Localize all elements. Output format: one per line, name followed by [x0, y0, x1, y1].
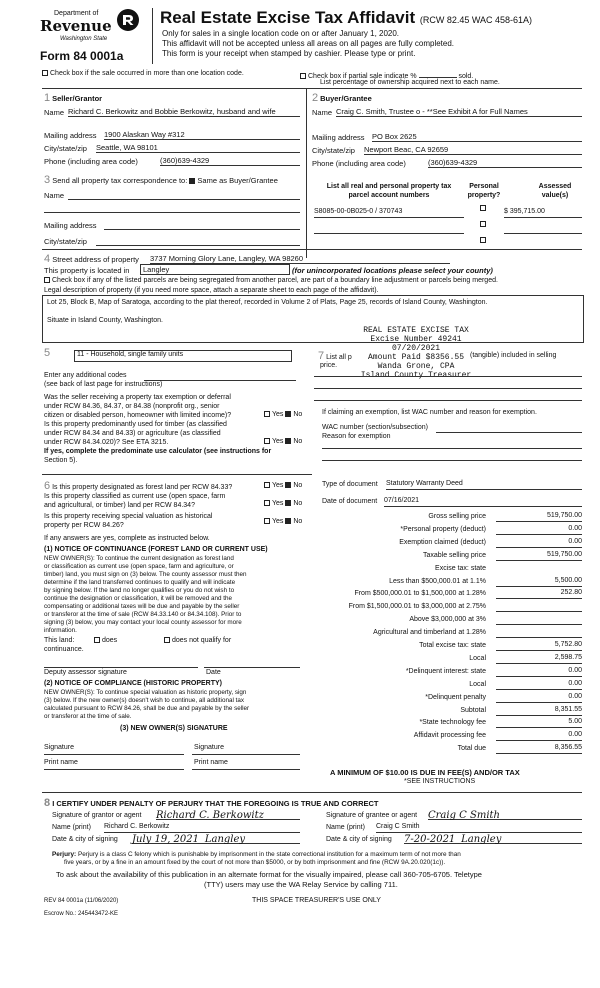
additional-codes-note: (see back of last page for instructions)	[44, 381, 163, 388]
calc-label: Total excise tax: state	[419, 642, 486, 649]
calc-label: Taxable selling price	[422, 551, 486, 559]
personal-checkbox-1[interactable]	[480, 205, 486, 211]
calc-value[interactable]: 8,351.55	[496, 706, 582, 716]
header-line-2: This affidavit will not be accepted unless all areas on all pages are fully completed.	[162, 39, 455, 48]
deputy-date-line	[204, 667, 300, 668]
grantor-name-label: Name (print)	[52, 824, 91, 831]
continuance-text-line: NEW OWNER(S): To continue the current designation as forest land	[44, 555, 234, 562]
q-exemption: Was the seller receiving a property tax exemption or deferral under RCW 84.36, 84.37, or 84.38 (nonprofit org., senior citizen or disabled person, homeowner with limited income)?	[44, 394, 232, 419]
parcel-number-field[interactable]: S8085-00-0B025-0 / 370743	[314, 208, 464, 218]
multi-location-label: Check box if the sale occurred in more than one location code.	[50, 70, 244, 77]
calc-row	[310, 718, 582, 729]
calc-value[interactable]	[496, 602, 582, 612]
calc-label: Exemption claimed (deduct)	[399, 538, 486, 546]
calc-value[interactable]: 0.00	[496, 680, 582, 690]
calc-value[interactable]: 2,598.75	[496, 654, 582, 664]
dept-top: Department of	[54, 10, 99, 17]
calc-row	[310, 589, 582, 600]
owner-sig-label-1: Signature	[44, 744, 74, 751]
seller-city-label: City/state/zip	[44, 144, 87, 153]
buyer-mail-field[interactable]: PO Box 2625	[372, 132, 582, 142]
revision: REV 84 0001a (11/06/2020)	[44, 898, 119, 904]
section-divider-4	[42, 249, 582, 250]
buyer-phone-label: Phone (including area code)	[312, 159, 406, 168]
forest-question: 6 Is this property designated as forest land per RCW 84.33?	[44, 480, 233, 492]
legal-line-1: Lot 25, Block B, Map of Saratoga, according to the plat thereof, recorded in Volume 2 of Plats, Page 25, records of Island County, Washington.	[47, 299, 488, 306]
continuance-text-line: compensating or additional taxes will be due and payable by the seller	[44, 603, 240, 610]
grantor-date-label: Date & city of signing	[52, 836, 118, 843]
form-number: Form 84 0001a	[40, 49, 124, 63]
calc-row	[310, 654, 582, 665]
legal-description-box[interactable]	[42, 295, 584, 343]
additional-codes-field[interactable]	[144, 371, 296, 381]
calc-row	[310, 628, 582, 639]
calc-label: Less than $500,000.01 at 1.1%	[389, 577, 486, 585]
perjury-note: Perjury: Perjury is a class C felony which is punishable by imprisonment in the state correctional institution for a maximum term of not more than	[52, 851, 461, 858]
continuance-text-line: information.	[44, 627, 77, 634]
seller-mail-label: Mailing address	[44, 131, 97, 140]
seller-phone-field[interactable]: (360)639-4329	[160, 156, 300, 166]
continuance-label: continuance.	[44, 646, 84, 653]
title-text: Real Estate Excise Tax Affidavit	[160, 8, 416, 27]
continuance-text-line: or transferor at the time of sale (RCW 84.33.140 or 84.34.108). Prior to	[44, 611, 242, 618]
seller-name-field[interactable]: Richard C. Berkowitz and Bobbie Berkowitz, husband and wife	[68, 107, 300, 117]
same-as-buyer-checkbox[interactable]	[189, 178, 195, 184]
calc-row	[310, 706, 582, 717]
does-check[interactable]: does	[94, 637, 117, 644]
located-label: This property is located in	[44, 266, 130, 275]
calc-value[interactable]	[496, 564, 582, 573]
perjury-note-2: five years, or by a fine in an amount fixed by the court of not more than $5000, or by both imprisonment and fine (RCW 9A.20.020(1c)).	[64, 859, 446, 866]
section-5-num: 5	[44, 347, 51, 359]
calc-value[interactable]: 0.00	[496, 693, 582, 703]
grantor-sig-label: Signature of grantor or agent	[52, 812, 142, 819]
page-title	[160, 8, 532, 28]
calc-value[interactable]: 519,750.00	[496, 551, 582, 561]
corr-name-field[interactable]	[68, 190, 300, 200]
legal-label: Legal description of property (if you need more space, attach a separate sheet to each page of the affidavit).	[44, 287, 379, 294]
calc-label: *Personal property (deduct)	[400, 525, 486, 533]
section-divider-8	[42, 792, 582, 793]
additional-codes-label: Enter any additional codes	[44, 372, 127, 379]
partial-sale-checkbox[interactable]	[300, 73, 306, 79]
new-owner-sig-head: (3) NEW OWNER(S) SIGNATURE	[120, 725, 228, 732]
buyer-name-label: Name	[312, 108, 333, 117]
tax-correspondence: 3 Send all property tax correspondence to: Same as Buyer/Grantee	[44, 174, 278, 186]
compliance-text-line: or transferor at the time of sale.	[44, 713, 132, 720]
seller-mail-field[interactable]: 1900 Alaskan Way #312	[104, 130, 300, 140]
personal-header: Personal property?	[467, 183, 501, 199]
dept-name: Revenue	[40, 17, 112, 35]
escrow-number: Escrow No.: 245443472-KE	[44, 911, 119, 917]
reason-line-2	[322, 460, 582, 461]
continuance-text-line: determine if the land transferred continues to qualify and will indicate	[44, 579, 236, 586]
compliance-text-line: (3) below. If the new owner(s) doesn't wish to continue, all additional tax	[44, 697, 245, 704]
forest-yesno[interactable]: Yes No	[264, 482, 302, 489]
section-divider-6	[42, 474, 312, 475]
owner-sig-line-1[interactable]	[44, 754, 184, 755]
buyer-city-label: City/state/zip	[312, 146, 355, 155]
unincorporated-note: (for unincorporated locations please select your county)	[292, 266, 493, 275]
personal-checkbox-3[interactable]	[480, 237, 486, 243]
accessibility-note: To ask about the availability of this publication in an alternate format for the visually impaired, please call 360-705-6705. Teletype	[56, 870, 482, 879]
historic-yesno[interactable]: Yes No	[264, 518, 302, 525]
calc-row	[310, 564, 582, 575]
q-timber: Is this property predominantly used for timber (as classified under RCW 84.34 and 84.33) or agriculture (as classified under RCW 84.34.020)? See ETA 3215. If yes, complete the predominate use calculator (see instructions for Section 5).	[44, 421, 272, 464]
grantor-sig-field[interactable]	[156, 810, 300, 820]
calc-label: Local	[469, 654, 486, 662]
calc-row	[310, 744, 582, 755]
calc-value[interactable]: 252.80	[496, 589, 582, 599]
parcel-number-field-2[interactable]	[314, 224, 464, 234]
s7-line-2	[314, 388, 582, 389]
doc-type-label: Type of document	[322, 481, 378, 488]
seller-city-field[interactable]: Seattle, WA 98101	[96, 143, 300, 153]
section-7-price: price.	[320, 362, 338, 369]
assessed-value-field-2[interactable]	[504, 224, 582, 234]
partial-sold-label: sold.	[458, 73, 474, 80]
grantee-date-field[interactable]: 7-20-2021 Langley	[404, 834, 582, 844]
seller-phone-label: Phone (including area code)	[44, 157, 138, 166]
notice-continuance-head: (1) NOTICE OF CONTINUANCE (FOREST LAND OR CURRENT USE)	[44, 546, 268, 553]
calc-row	[310, 538, 582, 549]
calc-row	[310, 667, 582, 678]
revenue-emblem-icon	[116, 8, 140, 32]
current-use-question: Is this property classified as current use (open space, farm and agricultural, or timber) land per RCW 84.34?	[44, 493, 226, 509]
owner-print-label-2: Print name	[194, 759, 228, 766]
calc-value[interactable]: 5,500.00	[496, 577, 582, 587]
grantor-name-field[interactable]: Richard C. Berkowitz	[104, 823, 300, 833]
doc-date-label: Date of document	[322, 498, 378, 505]
deputy-line	[44, 667, 198, 668]
excise-stamp: REAL ESTATE EXCISE TAX Excise Number 49241 07/20/2021 Amount Paid $8356.55 Wanda Grone, CPA Island County Treasurer	[360, 326, 472, 380]
calc-value[interactable]: 5,752.80	[496, 641, 582, 651]
calc-row	[310, 641, 582, 652]
grantor-date-field[interactable]: July 19, 2021 Langley	[132, 834, 300, 844]
calc-row	[310, 680, 582, 691]
deputy-label: Deputy assessor signature	[44, 669, 127, 676]
calc-value[interactable]: 0.00	[496, 538, 582, 548]
buyer-heading: 2 Buyer/Grantee	[312, 92, 372, 104]
calc-value[interactable]: 0.00	[496, 525, 582, 535]
corr-name-label: Name	[44, 191, 65, 200]
reason-line-1	[322, 448, 582, 449]
calc-label: Total due	[457, 745, 486, 753]
q-exemption-yesno[interactable]: Yes No	[264, 411, 302, 418]
compliance-text-line: calculated pursuant to RCW 84.26, shall be due and payable by the seller	[44, 705, 250, 712]
column-divider	[306, 88, 307, 258]
calc-label: Affidavit processing fee	[413, 732, 486, 740]
treasurer-note: THIS SPACE TREASURER'S USE ONLY	[252, 897, 381, 904]
multi-location-check[interactable]	[42, 70, 244, 77]
calc-label: *State technology fee	[419, 719, 486, 727]
wac-label: WAC number (section/subsection)	[322, 424, 428, 431]
reason-label: Reason for exemption	[322, 433, 391, 440]
notice-compliance-head: (2) NOTICE OF COMPLIANCE (HISTORIC PROPERTY)	[44, 680, 222, 687]
continuance-text-line: timber) land, you must sign on (3) below. The county assessor must then	[44, 571, 247, 578]
see-instructions: *SEE INSTRUCTIONS	[404, 778, 476, 785]
grantee-signature: Craig C Smith	[428, 810, 500, 821]
calc-value[interactable]: 5.00	[496, 718, 582, 728]
section-7-list-b: (tangible) included in selling	[470, 352, 557, 359]
personal-checkbox-2[interactable]	[480, 221, 486, 227]
location-select[interactable]: Langley	[140, 264, 290, 275]
owner-print-label-1: Print name	[44, 759, 78, 766]
deputy-date-label: Date	[206, 669, 221, 676]
continuance-text-line: continue the designation or classification, it will be removed and the	[44, 595, 232, 602]
buyer-phone-field[interactable]: (360)639-4329	[428, 158, 582, 168]
calc-value[interactable]: 519,750.00	[496, 512, 582, 522]
q-timber-yesno[interactable]: Yes No	[264, 438, 302, 445]
legal-line-2: Situate in Island County, Washington.	[47, 317, 163, 324]
corr-extra-line[interactable]	[44, 203, 300, 213]
calc-label: Above $3,000,000 at 3%	[409, 616, 486, 624]
revenue-logo	[38, 10, 138, 50]
section-divider	[42, 88, 582, 89]
header-divider	[152, 8, 153, 64]
corr-city-label: City/state/zip	[44, 237, 87, 246]
calc-row	[310, 731, 582, 742]
owner-print-line-2[interactable]	[192, 769, 300, 770]
calc-value[interactable]	[496, 615, 582, 625]
calc-value[interactable]: 0.00	[496, 667, 582, 677]
assessed-header: Assessed value(s)	[538, 183, 572, 199]
s7-line-3	[314, 400, 582, 401]
calc-row	[310, 577, 582, 588]
corr-mail-label: Mailing address	[44, 221, 97, 230]
street-field[interactable]: 3737 Morning Glory Lane, Langley, WA 98260	[150, 254, 450, 264]
calc-label: Gross selling price	[428, 513, 486, 520]
corr-city-field[interactable]	[96, 236, 300, 246]
continuance-text-line: or classification as current use (open space, farm and agriculture, or	[44, 563, 234, 570]
certify-heading: 8 I CERTIFY UNDER PENALTY OF PERJURY THAT THE FOREGOING IS TRUE AND CORRECT	[44, 797, 379, 809]
use-code-select[interactable]: 11 - Household, single family units	[74, 350, 292, 362]
calc-value[interactable]: 0.00	[496, 731, 582, 741]
multi-location-checkbox[interactable]	[42, 70, 48, 76]
this-land: This land:	[44, 637, 75, 644]
owner-print-line-1[interactable]	[44, 769, 184, 770]
buyer-mail-label: Mailing address	[312, 133, 365, 142]
grantee-sig-field[interactable]	[428, 810, 582, 820]
wac-field[interactable]	[436, 423, 582, 433]
calc-label: Local	[469, 680, 486, 688]
corr-mail-field[interactable]	[104, 220, 300, 230]
calc-row	[310, 551, 582, 562]
partial-sale-label: Check box if partial sale indicate %	[308, 73, 417, 80]
header-line-1: Only for sales in a single location code on or after January 1, 2020.	[162, 29, 400, 38]
owner-sig-line-2[interactable]	[192, 754, 300, 755]
s7-line-1	[314, 376, 582, 377]
doc-date-field[interactable]: 07/16/2021	[384, 497, 582, 507]
accessibility-note-2: (TTY) users may use the WA Relay Service by calling 711.	[204, 880, 398, 889]
seller-heading: 1 Seller/Grantor	[44, 92, 103, 104]
seller-name-label: Name	[44, 108, 65, 117]
calc-label: Agricultural and timberland at 1.28%	[373, 629, 486, 637]
title-rcw: (RCW 82.45 WAC 458-61A)	[419, 15, 533, 25]
historic-question: Is this property receiving special valuation as historical property per RCW 84.26?	[44, 513, 213, 529]
grantee-date-label: Date & city of signing	[326, 836, 392, 843]
grantor-signature: Richard C. Berkowitz	[156, 810, 264, 821]
calc-row	[310, 525, 582, 536]
section-7-list: 7 List all p	[318, 350, 352, 362]
calc-label: Excise tax: state	[435, 564, 486, 572]
street-label: 4 Street address of property	[44, 253, 139, 265]
buyer-city-field[interactable]: Newport Beac, CA 92659	[364, 145, 582, 155]
assessed-value-field[interactable]: $ 395,715.00	[504, 208, 582, 218]
dept-state: Washington State	[60, 36, 108, 42]
notice-compliance-body	[44, 689, 249, 721]
grantee-sig-label: Signature of grantee or agent	[326, 812, 418, 819]
notice-continuance-body	[44, 555, 247, 635]
current-use-yesno[interactable]: Yes No	[264, 500, 302, 507]
calc-row	[310, 512, 582, 523]
partial-percent-note: List percentage of ownership acquired next to each name.	[320, 79, 500, 86]
calc-label: Subtotal	[460, 706, 486, 714]
if-yes-note: If any answers are yes, complete as instructed below.	[44, 535, 210, 542]
header-line-3: This form is your receipt when stamped by cashier. Please type or print.	[162, 49, 416, 58]
calc-value[interactable]: 8,356.55	[496, 744, 582, 754]
segregated-checkbox[interactable]	[44, 277, 50, 283]
calc-label: From $500,000.01 to $1,500,000 at 1.28%	[354, 590, 486, 598]
calc-row	[310, 615, 582, 626]
calc-value[interactable]	[496, 628, 582, 638]
compliance-text-line: NEW OWNER(S): To continue special valuation as historic property, sign	[44, 689, 247, 696]
owner-sig-label-2: Signature	[194, 744, 224, 751]
calc-row	[310, 693, 582, 704]
segregated-check[interactable]: Check box if any of the listed parcels are being segregated from another parcel, are part of a boundary line adjustment or parcels being merged.	[44, 277, 498, 284]
partial-percent-field[interactable]	[419, 70, 457, 78]
calc-label: From $1,500,000.01 to $3,000,000 at 2.75%	[348, 603, 486, 611]
calc-label: *Delinquent penalty	[425, 693, 486, 701]
minimum-fee-note: A MINIMUM OF $10.00 IS DUE IN FEE(S) AND/OR TAX	[330, 768, 520, 777]
exemption-label: If claiming an exemption, list WAC number and reason for exemption.	[322, 409, 537, 416]
calc-row	[310, 602, 582, 613]
continuance-text-line: signing (3) below, you may contact your local county assessor for more	[44, 619, 242, 626]
does-not-check[interactable]: does not qualify for	[164, 637, 231, 644]
grantee-name-label: Name (print)	[326, 824, 365, 831]
buyer-name-field[interactable]: Craig C. Smith, Trustee o - **See Exhibit A for Full Names	[336, 107, 582, 117]
parcel-header: List all real and personal property tax parcel account numbers	[326, 183, 452, 199]
doc-type-field[interactable]: Statutory Warranty Deed	[386, 480, 582, 490]
grantee-name-field[interactable]: Craig C Smith	[376, 823, 582, 833]
continuance-text-line: by signing below. If the land no longer qualifies or you do not wish to	[44, 587, 235, 594]
calc-label: *Delinquent interest: state	[405, 667, 486, 675]
